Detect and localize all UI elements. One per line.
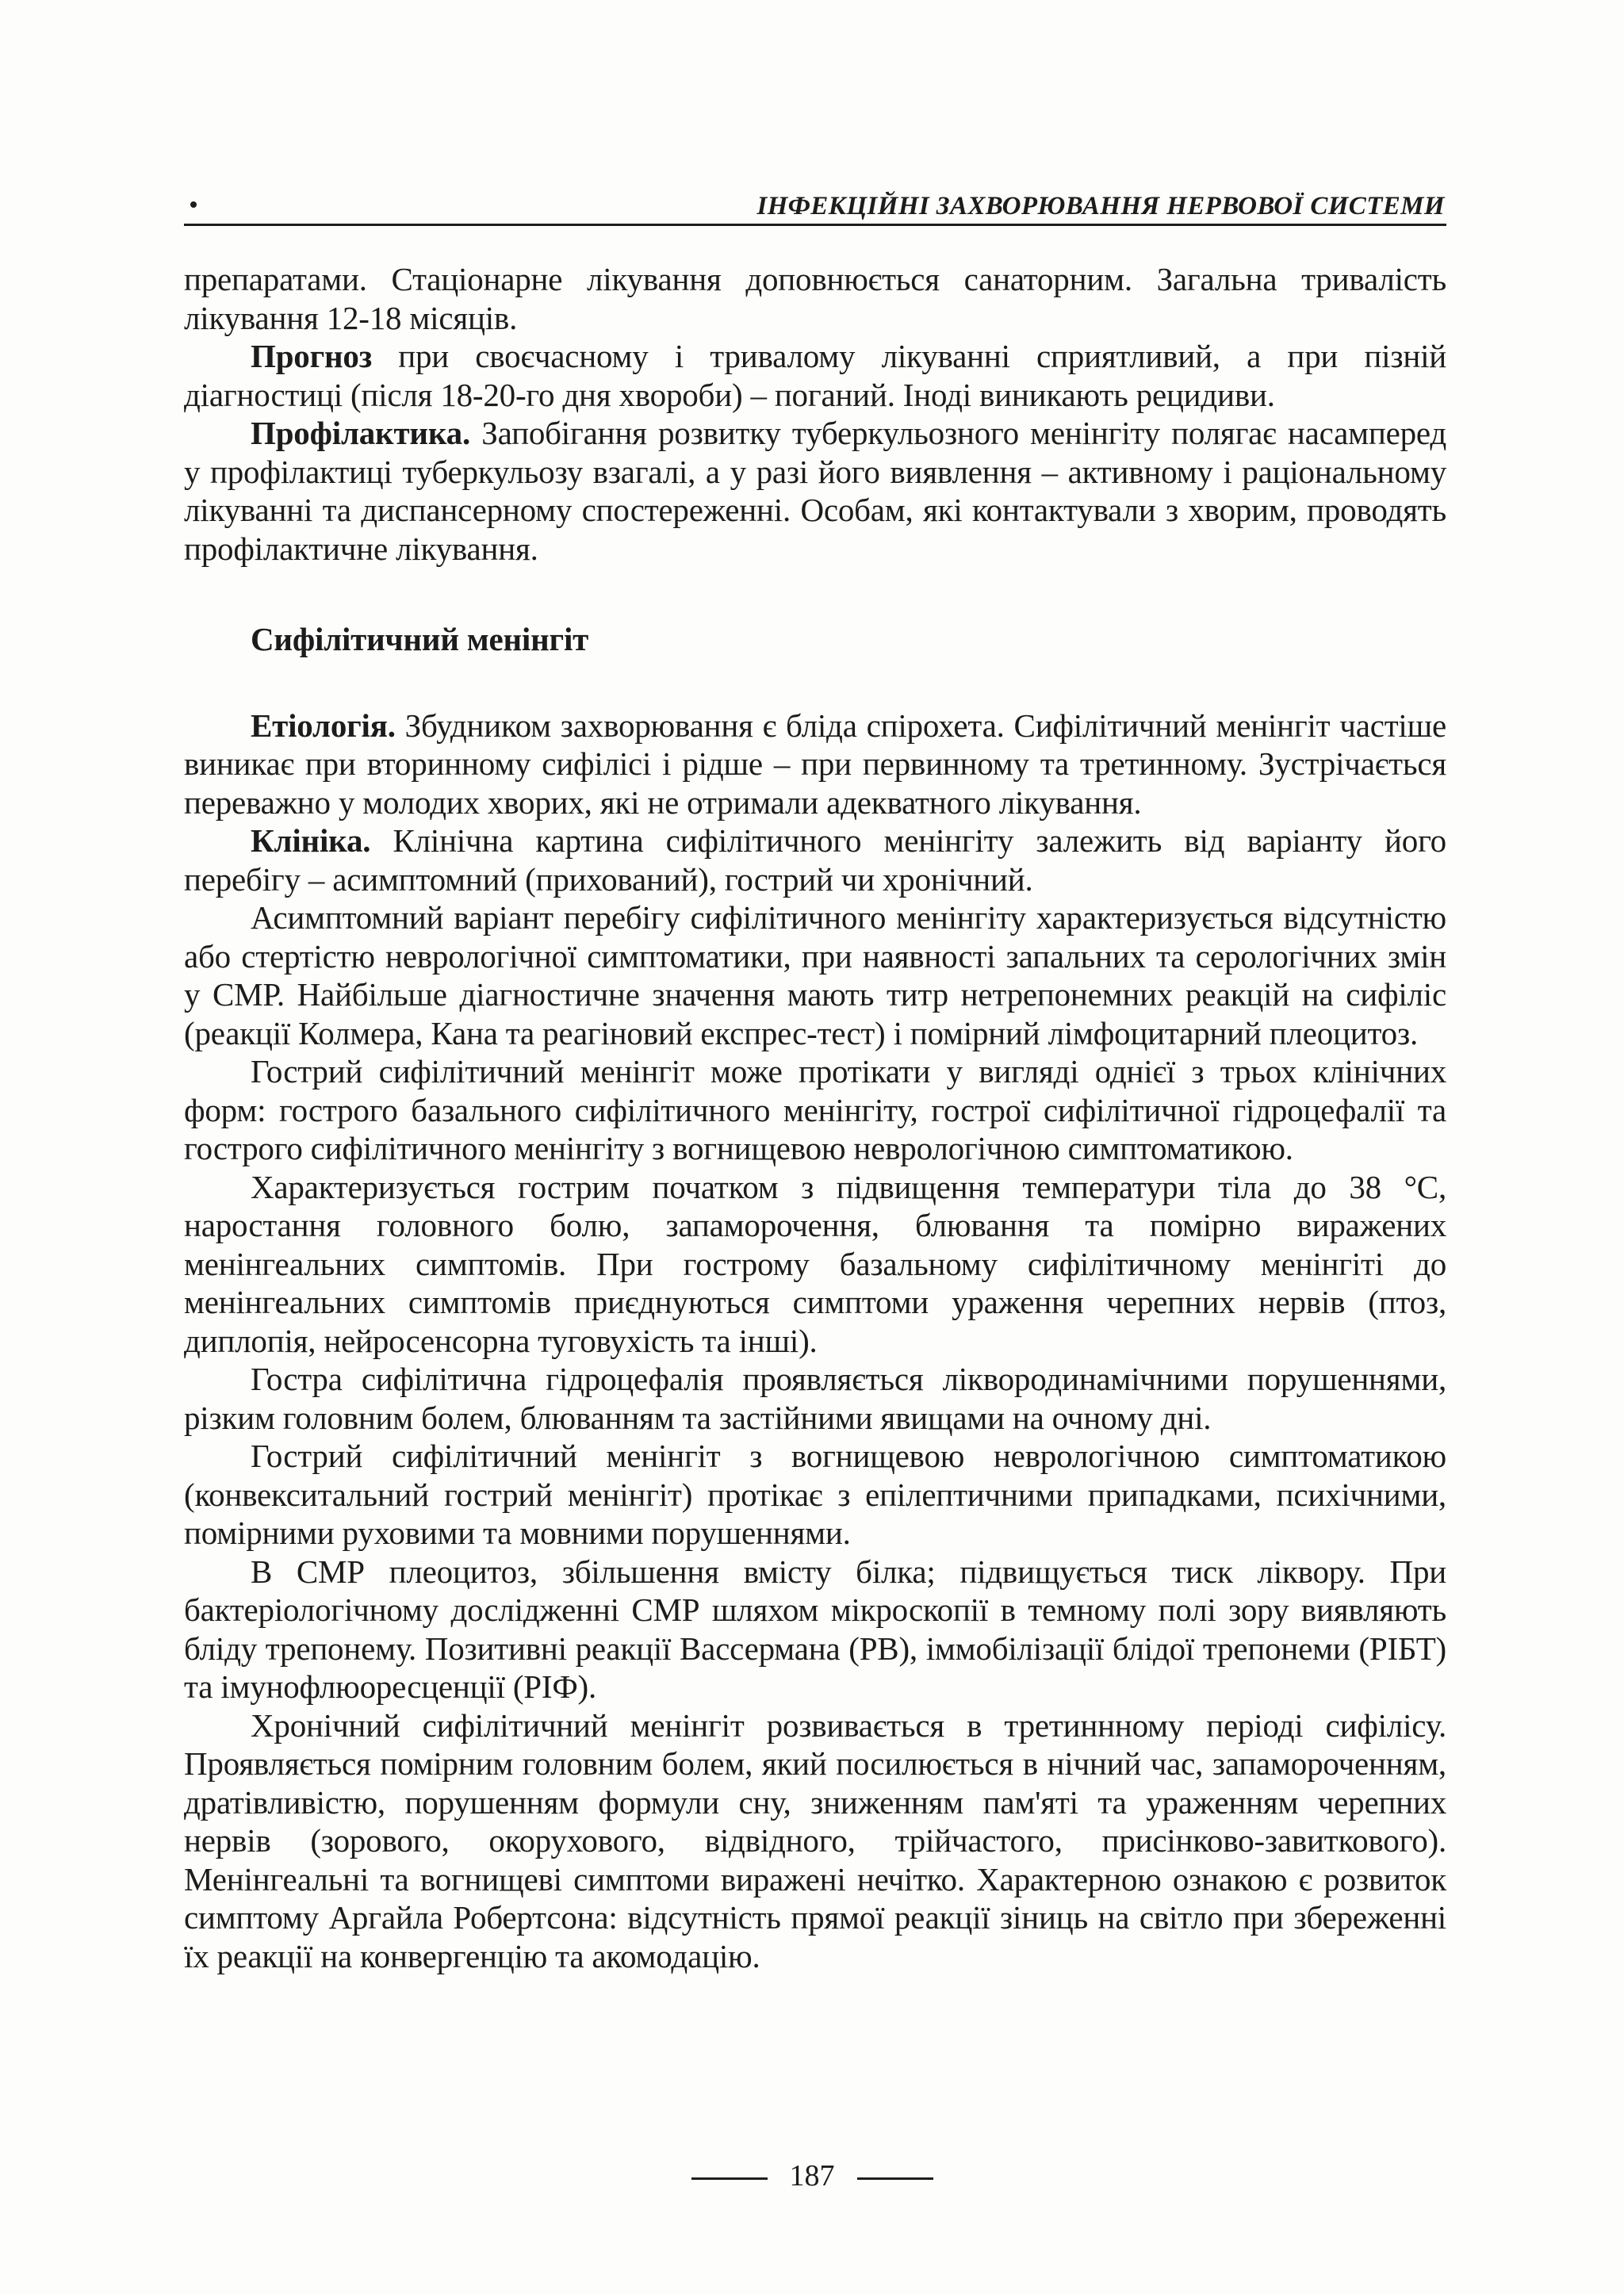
running-header [184, 189, 1446, 226]
running-title: ІНФЕКЦІЙНІ ЗАХВОРЮВАННЯ НЕРВОВОЇ СИСТЕМИ [756, 192, 1445, 220]
term-prognosis: Прогноз [251, 338, 373, 374]
footer-rule-left [691, 2177, 768, 2180]
paragraph-treatment-end: препаратами. Стаціонарне лікування доповнюється санаторним. Загальна тривалість лікування 12-18 місяців. [184, 261, 1446, 336]
paragraph-acute-forms: Гострий сифілітичний менінгіт може протікати у вигляді однієї з трьох клінічних форм: гострого базального сифілітичного менінгіту, гострої сифілітичної гідроцефалії та гострого сифілітичного менінгіту з вогнищевою неврологічною симптоматикою. [184, 1053, 1446, 1166]
paragraph-prognosis-text: при своєчасному і тривалому лікуванні сприятливий, а при пізній діагностиці (після 18-20-го дня хвороби) – поганий. Іноді виникають рецидиви. [184, 338, 1446, 413]
paragraph-prophylaxis-text: Запобігання розвитку туберкульозного менінгіту полягає насамперед у профілактиці туберкульозу взагалі, а у разі його виявлення – активному і раціональному лікуванні та диспансерному спостереженні. Особам, які контактували з хворим, проводять профілактичне лікування. [184, 415, 1446, 567]
paragraph-asymptomatic: Асимптомний варіант перебігу сифілітичного менінгіту характеризується відсутністю або стертістю неврологічної симптоматики, при наявності запальних та серологічних змін у СМР. Найбільше діагностичне значення мають титр нетрепонемних реакцій на сифіліс (реакції Колмера, Кана та реагіновий експрес-тест) і помірний лімфоцитарний плеоцитоз. [184, 899, 1446, 1051]
body-text [184, 260, 1446, 1975]
bullet-mark [190, 201, 197, 208]
paragraph-prophylaxis [184, 414, 1446, 568]
paragraph-hydrocephalus: Гостра сифілітична гідроцефалія проявляється ліквородинамічними порушеннями, різким головним болем, блюванням та застійними явищами на очному дні. [184, 1361, 1446, 1436]
page-number: 187 [789, 2159, 835, 2193]
paragraph-etiology [184, 707, 1446, 822]
paragraph-clinic [184, 821, 1446, 898]
section-heading: Сифілітичний менінгіт [251, 621, 589, 657]
paragraph-prognosis [184, 337, 1446, 414]
paragraph-focal: Гострий сифілітичний менінгіт з вогнищевою неврологічною симптоматикою (конвекситальний гострий менінгіт) протікає з епілептичними припадками, психічними, помірними руховими та мовними порушеннями. [184, 1438, 1446, 1551]
term-clinic: Клініка. [251, 822, 371, 859]
paragraph-acute-onset: Характеризується гострим початком з підвищення температури тіла до 38 °С, наростання головного болю, запаморочення, блювання та помірно виражених менінгеальних симптомів. При гострому базальному сифілітичному менінгіті до менінгеальних симптомів приєднуються симптоми ураження черепних нервів (птоз, диплопія, нейросенсорна туговухість та інші). [184, 1168, 1446, 1359]
term-etiology: Етіологія. [251, 707, 396, 744]
paragraph-etiology-text: Збудником захворювання є бліда спірохета. Сифілітичний менінгіт частіше виникає при вторинному сифілісі і рідше – при первинному та третинному. Зустрічається переважно у молодих хворих, які не отримали адекватного лікування. [184, 707, 1446, 821]
page-footer [0, 2158, 1624, 2193]
paragraph-csf: В СМР плеоцитоз, збільшення вмісту білка; підвищується тиск ліквору. При бактеріологічному дослідженні СМР шляхом мікроскопії в темному полі зору виявляють бліду трепонему. Позитивні реакції Вассермана (РВ), іммобілізації блідої трепонеми (РІБТ) та імунофлюоресценції (РІФ). [184, 1553, 1446, 1705]
paragraph-chronic: Хронічний сифілітичний менінгіт розвивається в третиннному періоді сифілісу. Проявляється помірним головним болем, який посилюється в нічний час, запамороченням, дратівливістю, порушенням формули сну, зниженням пам'яті та ураженням черепних нервів (зорового, окорухового, відвідного, трійчастого, присінково-завиткового). Менінгеальні та вогнищеві симптоми виражені нечітко. Характерною ознакою є розвиток симптому Аргайла Робертсона: відсутність прямої реакції зіниць на світло при збереженні їх реакції на конвергенцію та акомодацію. [184, 1706, 1446, 1974]
paragraph-clinic-text: Клінічна картина сифілітичного менінгіту залежить від варіанту його перебігу – асимптомний (прихований), гострий чи хронічний. [184, 822, 1446, 898]
footer-rule-right [857, 2177, 933, 2180]
term-prophylaxis: Профілактика. [251, 415, 470, 451]
